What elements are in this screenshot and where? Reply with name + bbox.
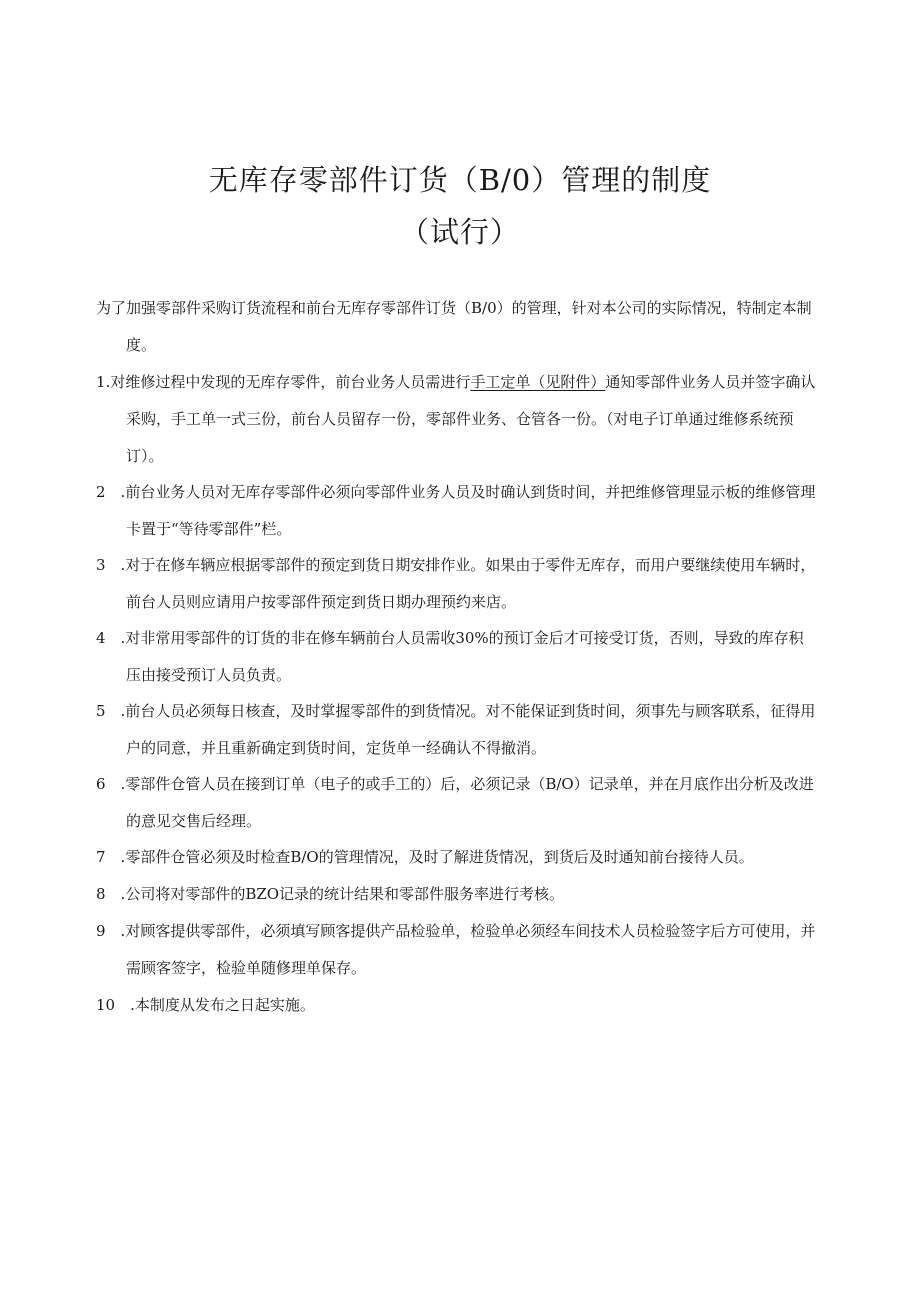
manual-order-reference: 手工定单（见附件） [470, 373, 606, 391]
item-number: 1. [96, 373, 111, 391]
item-number: 3 . [96, 556, 126, 574]
item-text: 对顾客提供零部件，必须填写顾客提供产品检验单，检验单必须经车间技术人员检验签字后方可使用，并需顾客签字，检验单随修理单保存。 [125, 922, 816, 977]
document-subtitle: （试行） [399, 215, 520, 249]
item-text: 公司将对零部件的BZO记录的统计结果和零部件服务率进行考核。 [125, 885, 565, 903]
item-text-after: 通知零部件业务人员并签字确认采购，手工单一式三份，前台人员留存一份，零部件业务、仓管各一份。（对电子订单通过维修系统预订）。 [126, 373, 816, 465]
list-item-7 [96, 839, 818, 876]
item-text: 前台业务人员对无库存零部件必须向零部件业务人员及时确认到货时间，并把维修管理显示板的维修管理卡置于“等待零部件”栏。 [125, 483, 816, 538]
item-number: 9 . [96, 922, 126, 940]
list-item-9 [96, 913, 818, 987]
list-item-10 [96, 987, 818, 1024]
intro-text: 为了加强零部件采购订货流程和前台无库存零部件订货（B/0）的管理，针对本公司的实际情况，特制定本制度。 [96, 299, 812, 354]
item-number: 10 . [96, 996, 135, 1014]
item-number: 6 . [96, 775, 126, 793]
list-item-5 [96, 693, 818, 767]
item-text: 对于在修车辆应根据零部件的预定到货日期安排作业。如果由于零件无库存，而用户要继续使用车辆时，前台人员则应请用户按零部件预定到货日期办理预约来店。 [125, 556, 816, 611]
item-text: 对非常用零部件的订货的非在修车辆前台人员需收30%的预订金后才可接受订货，否则，导致的库存积压由接受预订人员负责。 [125, 629, 804, 684]
list-item-2 [96, 474, 818, 548]
item-text: 零部件仓管人员在接到订单（电子的或手工的）后，必须记录（B/O）记录单，并在月底作出分析及改进的意见交售后经理。 [125, 775, 814, 830]
list-item-1 [96, 364, 818, 475]
item-number: 5 . [96, 702, 126, 720]
item-text: 前台人员必须每日核查，及时掌握零部件的到货情况。对不能保证到货时间，须事先与顾客联系，征得用户的同意，并且重新确定到货时间，定货单一经确认不得撤消。 [125, 702, 816, 757]
document-title: 无库存零部件订货（B/0）管理的制度 [208, 163, 712, 197]
list-item-3 [96, 547, 818, 621]
list-item-8 [96, 876, 818, 913]
item-number: 2 . [96, 483, 126, 501]
list-item-6 [96, 766, 818, 840]
item-text: 本制度从发布之日起实施。 [134, 996, 315, 1014]
intro-paragraph [96, 290, 818, 364]
item-text: 零部件仓管必须及时检查B/O的管理情况，及时了解进货情况，到货后及时通知前台接待人员。 [125, 848, 754, 866]
item-text-before: 对维修过程中发现的无库存零件，前台业务人员需进行 [110, 373, 471, 391]
item-number: 4 . [96, 629, 126, 647]
item-number: 8 . [96, 885, 126, 903]
list-item-4 [96, 620, 818, 694]
item-number: 7 . [96, 848, 126, 866]
